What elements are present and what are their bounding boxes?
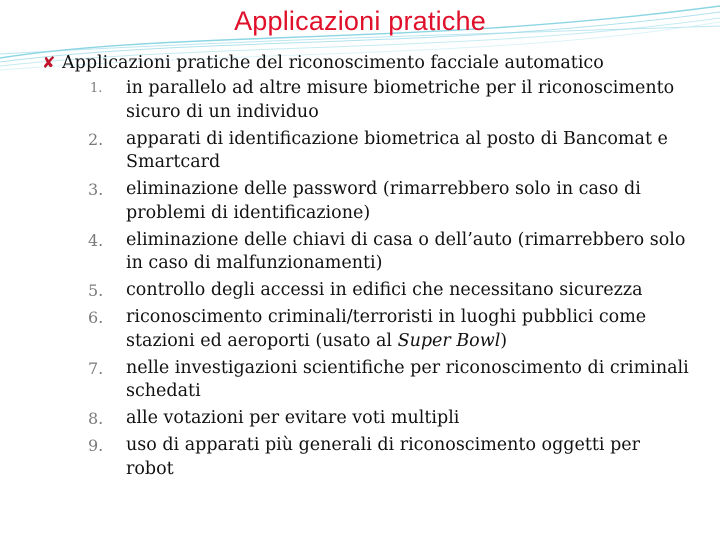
list-item-text: nelle investigazioni scientifiche per riconoscimento di criminali schedati (126, 357, 689, 401)
list-item-text: eliminazione delle password (rimarrebbero solo in caso di problemi di identificazione) (126, 179, 641, 223)
list-item-number: 5. (88, 281, 104, 300)
slide-title: Applicazioni pratiche (234, 6, 486, 36)
main-bullet-item (40, 52, 690, 481)
list-item-number: 3. (88, 180, 104, 199)
list-item-text: controllo degli accessi in edifici che necessitano sicurezza (126, 280, 643, 300)
list-item-number: 4. (88, 230, 104, 250)
list-item (62, 306, 690, 353)
numbered-list (62, 77, 690, 481)
slide-content (40, 52, 690, 485)
list-item-emphasis: Super Bowl (397, 330, 501, 351)
x-mark-icon: ✘ (42, 53, 56, 72)
list-item (62, 434, 690, 481)
list-item (62, 407, 690, 431)
list-item-number: 1. (90, 81, 103, 96)
list-item (62, 357, 690, 404)
list-item (62, 128, 690, 175)
main-bullet-text: Applicazioni pratiche del riconoscimento facciale automatico (62, 53, 604, 73)
list-item-text: alle votazioni per evitare voti multipli (126, 408, 460, 428)
list-item-text: eliminazione delle chiavi di casa o dell’auto (rimarrebbero solo in caso di malfunzionamenti) (126, 229, 686, 273)
list-item-text (126, 307, 646, 351)
list-item-text: in parallelo ad altre misure biometriche per il riconoscimento sicuro di un individuo (126, 78, 675, 122)
list-item-number: 8. (88, 409, 104, 428)
list-item-text: apparati di identificazione biometrica al posto di Bancomat e Smartcard (126, 128, 668, 172)
list-item-number: 7. (88, 358, 104, 378)
list-item (62, 178, 690, 225)
list-item-text-part: ) (500, 330, 508, 351)
list-item-number: 6. (88, 308, 104, 327)
list-item (62, 77, 690, 124)
list-item (62, 279, 690, 303)
list-item-text: uso di apparati più generali di riconoscimento oggetti per robot (126, 435, 640, 479)
list-item (62, 229, 690, 276)
list-item-number: 2. (88, 129, 104, 149)
list-item-text-part: riconoscimento criminali/terroristi in luoghi pubblici come stazioni ed aeroporti (usato al (126, 307, 647, 351)
list-item-number: 9. (88, 436, 104, 455)
